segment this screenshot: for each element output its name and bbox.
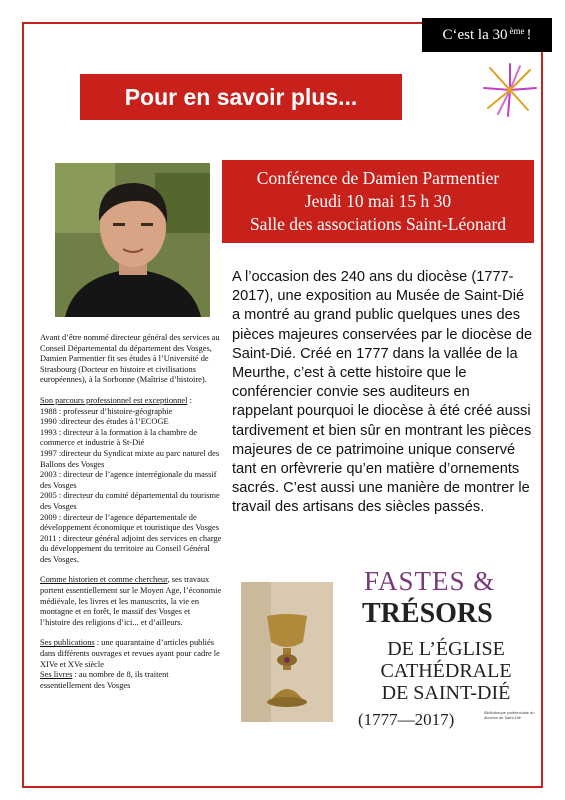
career-item: 1990 :directeur des études à l’ECOGE bbox=[40, 417, 169, 427]
book-years: (1777—2017) bbox=[358, 710, 455, 729]
research-heading: Comme historien et comme chercheur bbox=[40, 575, 168, 585]
conference-date: Jeudi 10 mai 15 h 30 bbox=[304, 191, 452, 211]
career-section bbox=[40, 396, 222, 566]
firework-icon bbox=[478, 58, 542, 122]
career-item: 1993 : directeur à la formation à la chambre de commerce et industrie à St-Dié bbox=[40, 427, 197, 448]
research-text: , ses travaux portent essentiellement sur le Moyen Age, l’économie médiévale, les livres et les manuscrits, la vie en montagne et en forêt, le massif des Vosges et l’histoire des religions d’ici... et d’ailleurs. bbox=[40, 575, 222, 627]
career-heading-colon: : bbox=[187, 395, 192, 405]
speaker-photo bbox=[55, 163, 210, 317]
career-item: 1988 : professeur d’histoire-géographie bbox=[40, 406, 173, 416]
badge-suffix: ! bbox=[526, 26, 532, 43]
books-heading: Ses livres bbox=[40, 670, 73, 680]
intro-paragraph: A l’occasion des 240 ans du diocèse (1777-2017), une exposition au Musée de Saint-Dié a montré au grand public quelques unes des pièces majeures conservées par le diocèse de Saint-Dié. Créé en 1777 dans la vallée de la Meurthe, c’est à cette histoire que le conférencier convie ses auditeurs en rappelant pourquoi le diocèse à été créé aussi tardivement et bien sûr en montrant les pièces majeures de ce patrimoine unique conservé tant en orfèvrerie qu’en matière d’ornements sacrés. C’est aussi une manière de montrer le travail des artisans des siècles passés. bbox=[232, 269, 533, 516]
book-publisher-note: Bibliothèque patrimoniale du diocèse de Saint-Dié bbox=[484, 710, 535, 720]
research-section bbox=[40, 575, 222, 628]
speaker-biography bbox=[40, 333, 222, 691]
conference-location: Salle des associations Saint-Léonard bbox=[249, 214, 507, 234]
career-item: 2005 : directeur du comité départemental du tourisme des Vosges bbox=[40, 491, 220, 511]
publications-heading: Ses publications bbox=[40, 638, 95, 648]
section-banner bbox=[80, 74, 402, 120]
anniversary-badge bbox=[422, 18, 552, 52]
career-item: 2011 : directeur général adjoint des services en charge du développement du territoire au Conseil Général des Vosges. bbox=[40, 533, 222, 564]
book-title-cathedral: DE L’ÉGLISE CATHÉDRALE DE SAINT-DIÉ bbox=[380, 638, 512, 704]
conference-box bbox=[222, 160, 534, 243]
book-cover bbox=[358, 566, 536, 742]
banner-title: Pour en savoir plus... bbox=[124, 83, 358, 110]
chalice-photo bbox=[241, 582, 333, 722]
career-item: 1997 :directeur du Syndicat mixte au parc naturel des Ballons des Vosges bbox=[40, 448, 220, 469]
career-item: 2003 : directeur de l’agence interrégionale du massif des Vosges bbox=[40, 470, 217, 490]
publications-text: : une quarantaine d’articles publiés dans différents ouvrages et revues ayant pour cadre le XIVe et XVe siècle bbox=[40, 638, 220, 669]
publications-section bbox=[40, 638, 222, 691]
books-line bbox=[40, 670, 222, 691]
career-heading: Son parcours professionnel est exceptionnel bbox=[40, 395, 188, 405]
badge-superscript: ème bbox=[509, 26, 525, 36]
book-title-tresors: TRÉSORS bbox=[362, 598, 493, 629]
conference-title: Conférence de Damien Parmentier bbox=[256, 168, 500, 188]
career-item: 2009 : directeur de l’agence départementale de développement économique et touristique des Vosges bbox=[40, 512, 220, 533]
badge-prefix: C‘est la 30 bbox=[442, 26, 508, 43]
book-title-fastes: FASTES & bbox=[364, 566, 496, 596]
books-text: : au nombre de 8, ils traitent essentiellement des Vosges bbox=[40, 670, 169, 690]
bio-intro: Avant d’être nommé directeur général des services au Conseil Départemental du département des Vosges, Damien Parmentier fit ses études à l’Université de Strasbourg (Docteur en histoire et civilisations européennes), à la Sorbonne (Maîtrise d’histoire). bbox=[40, 333, 220, 385]
